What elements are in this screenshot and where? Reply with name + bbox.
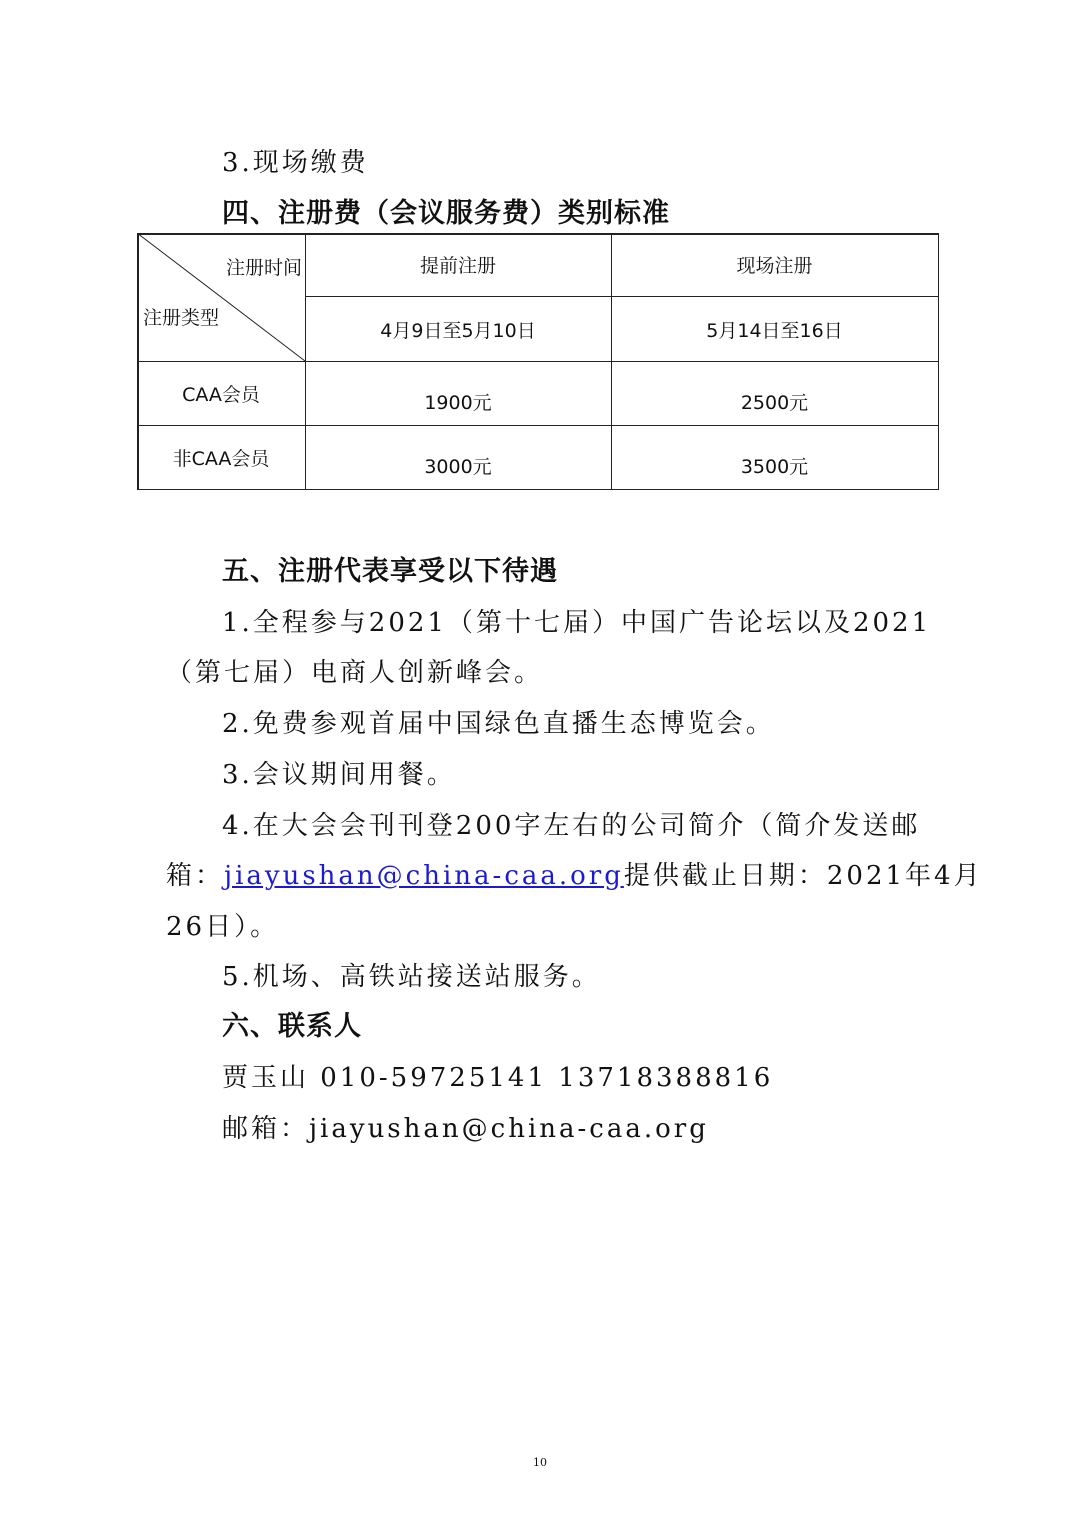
section6-heading: 六、联系人 [222,1011,362,1042]
early-date-range: 4月9日至5月10日 [380,319,536,342]
benefit-item3: 3.会议期间用餐。 [222,760,456,790]
fee-non-caa-onsite: 3500元 [740,456,809,478]
contact-email-line: 邮箱：jiayushan@china-caa.org [222,1114,709,1144]
row-type-non-caa-member: 非CAA会员 [172,448,270,470]
header-registration-type: 注册类型 [143,306,220,329]
fee-table [137,233,939,490]
deadline-text: 提供截止日期：2021年4月 [623,861,983,891]
fee-non-caa-early: 3000元 [424,456,492,478]
section4-heading: 四、注册费（会议服务费）类别标准 [222,198,670,229]
benefit-item4-line1: 4.在大会会刊刊登200字左右的公司简介（简介发送邮 [222,811,921,841]
benefit-item5: 5.机场、高铁站接送站服务。 [222,962,601,992]
benefit-item4-line3: 26日）。 [166,912,280,942]
benefit-item1-line2: （第七届）电商人创新峰会。 [166,658,544,688]
benefit-item4-line2 [166,858,983,894]
fee-caa-early: 1900元 [424,392,492,414]
row-type-caa-member: CAA会员 [182,384,260,406]
section5-heading: 五、注册代表享受以下待遇 [222,556,558,587]
benefit-item2: 2.免费参观首届中国绿色直播生态博览会。 [222,709,775,739]
page-number: 10 [533,1456,547,1469]
email-label: 箱： [166,861,225,891]
header-onsite-registration: 现场注册 [736,255,813,277]
contact-line: 贾玉山 010-59725141 13718388816 [222,1063,774,1093]
email-link[interactable]: jiayushan@china-caa.org [224,861,624,891]
onsite-date-range: 5月14日至16日 [706,319,843,342]
header-registration-time: 注册时间 [225,256,302,279]
item-onsite-payment: 3.现场缴费 [222,148,369,178]
header-early-registration: 提前注册 [419,255,496,277]
fee-caa-onsite: 2500元 [740,392,809,414]
benefit-item1-line1: 1.全程参与2021（第十七届）中国广告论坛以及2021 [222,608,932,638]
